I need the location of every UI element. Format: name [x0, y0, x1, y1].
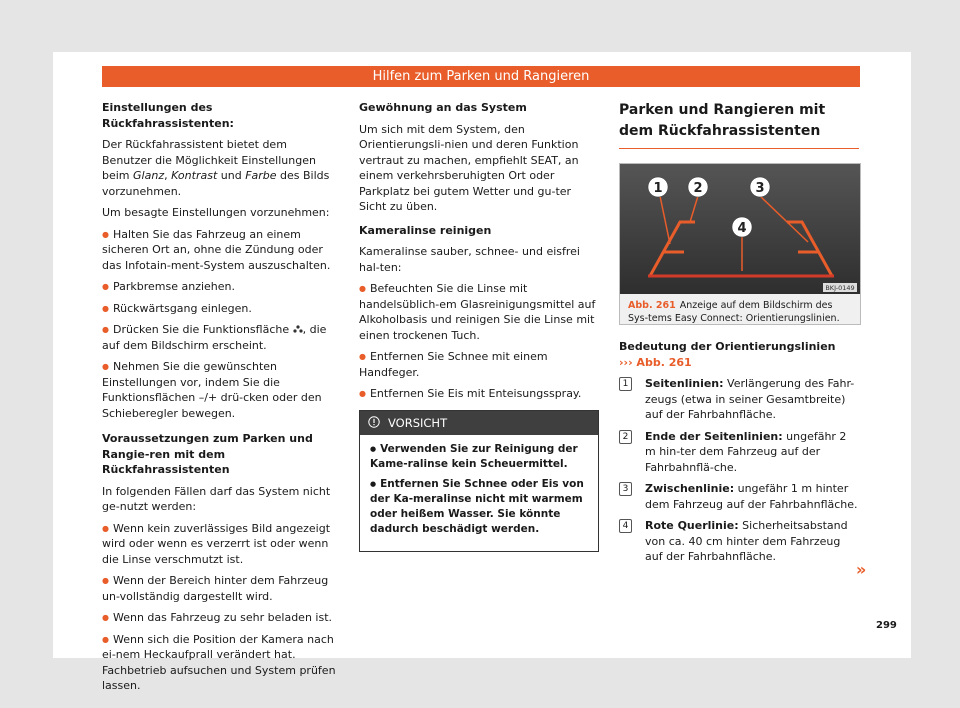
page-number: 299 [876, 620, 897, 631]
heading-settings: Einstellungen des Rückfahrassistenten: [102, 101, 234, 130]
page-header: Hilfen zum Parken und Rangieren [102, 66, 860, 87]
heading-getting-used: Gewöhnung an das System [359, 101, 527, 114]
warning-body [360, 435, 598, 551]
warning-title: VORSICHT [388, 415, 448, 430]
figure-code: BKJ-0149 [825, 284, 855, 292]
getting-used-text: Um sich mit dem System, den Orientierungsli-nien und deren Funktion vertraut zu machen, empfiehlt SEAT, an einem verkehrsberuhigten Ort oder Parkplatz bei gutem Wetter und gu-ter Sicht zu üben. [359, 122, 579, 213]
figure [619, 163, 861, 325]
column-3 [619, 100, 859, 571]
label-3: 3 [755, 181, 765, 196]
settings-intro: Der Rückfahrassistent bietet dem Benutzer die Möglichkeit Einstellungen beim Glanz, Kontrast und Farbe des Bilds vorzunehmen. [102, 138, 330, 198]
section-title: Parken und Rangieren mit dem Rückfahrassistenten [619, 100, 859, 149]
figure-caption: Abb. 261 Anzeige auf dem Bildschirm des Sys-tems Easy Connect: Orientierungslinien. [628, 300, 840, 324]
warning-item: ● Verwenden Sie zur Reinigung der Kame-ralinse kein Scheuermittel. [370, 442, 588, 472]
camera-image [620, 164, 860, 294]
list-item: ● Entfernen Sie Eis mit Enteisungsspray. [359, 386, 599, 402]
label-2: 2 [693, 181, 703, 196]
warning-box [359, 410, 599, 552]
clean-lens-intro: Kameralinse sauber, schnee- und eisfrei hal-ten: [359, 245, 580, 274]
list-item: ● Nehmen Sie die gewünschten Einstellungen vor, indem Sie die Funktionsflächen –/+ drü-cken oder den Schieberegler bewegen. [102, 359, 339, 421]
list-item: ● Wenn kein zuverlässiges Bild angezeigt wird oder wenn es verzerrt ist oder wenn die Linse verschmutzt ist. [102, 521, 339, 568]
list-item: ● Wenn sich die Position der Kamera nach ei-nem Heckaufprall verändert hat. Fachbetrieb aufsuchen und System prüfen lassen. [102, 632, 339, 694]
legend-item: 1 Seitenlinien: Verlängerung des Fahr-zeugs (etwa in seiner Gesamtbreite) auf der Fahrbahnfläche. [619, 376, 859, 423]
heading-clean-lens: Kameralinse reinigen [359, 223, 492, 237]
label-1: 1 [653, 181, 663, 196]
figure-reference-link[interactable]: ››› Abb. 261 [619, 355, 692, 369]
legend-item: 3 Zwischenlinie: ungefähr 1 m hinter dem Fahrzeug auf der Fahrbahnfläche. [619, 481, 859, 512]
list-item: ● Entfernen Sie Schnee mit einem Handfeger. [359, 349, 599, 380]
settings-instruction: Um besagte Einstellungen vorzunehmen: [102, 206, 330, 219]
legend-item: 2 Ende der Seitenlinien: ungefähr 2 m hin-ter dem Fahrzeug auf der Fahrbahnflä-che. [619, 429, 859, 476]
label-4: 4 [737, 221, 747, 236]
orientation-lines-diagram [620, 164, 860, 294]
list-item: ● Wenn das Fahrzeug zu sehr beladen ist. [102, 610, 339, 626]
continue-chevron: » [856, 560, 867, 579]
warning-header [360, 411, 598, 435]
caution-icon [368, 416, 380, 428]
prerequisites-intro: In folgenden Fällen darf das System nicht ge-nutzt werden: [102, 484, 331, 513]
settings-function-icon [293, 325, 303, 333]
list-item: ● Befeuchten Sie die Linse mit handelsüblich-em Glasreinigungsmittel auf Alkoholbasis und reinigen Sie die Linse mit einen trockenen Tuch. [359, 281, 599, 343]
column-2 [359, 100, 599, 552]
list-item: ● Rückwärtsgang einlegen. [102, 301, 339, 317]
list-item: ● Parkbremse anziehen. [102, 279, 339, 295]
list-item: ● Wenn der Bereich hinter dem Fahrzeug un-vollständig dargestellt wird. [102, 573, 339, 604]
list-item: ● Halten Sie das Fahrzeug an einem sicheren Ort an, ohne die Zündung oder das Infotain-ment-System auszuschalten. [102, 227, 339, 274]
warning-item: ● Entfernen Sie Schnee oder Eis von der Ka-meralinse nicht mit warmem oder heißem Wasser. Sie könnte dadurch beschädigt werden. [370, 477, 588, 537]
list-item: ● Drücken Sie die Funktionsfläche , die auf dem Bildschirm erscheint. [102, 322, 339, 353]
heading-prerequisites: Voraussetzungen zum Parken und Rangie-ren mit dem Rückfahrassistenten [102, 432, 313, 476]
column-1 [102, 100, 339, 700]
meaning-title: Bedeutung der Orientierungslinien [619, 340, 836, 353]
legend-item: 4 Rote Querlinie: Sicherheitsabstand von ca. 40 cm hinter dem Fahrzeug auf der Fahrbahnfläche. [619, 518, 859, 565]
